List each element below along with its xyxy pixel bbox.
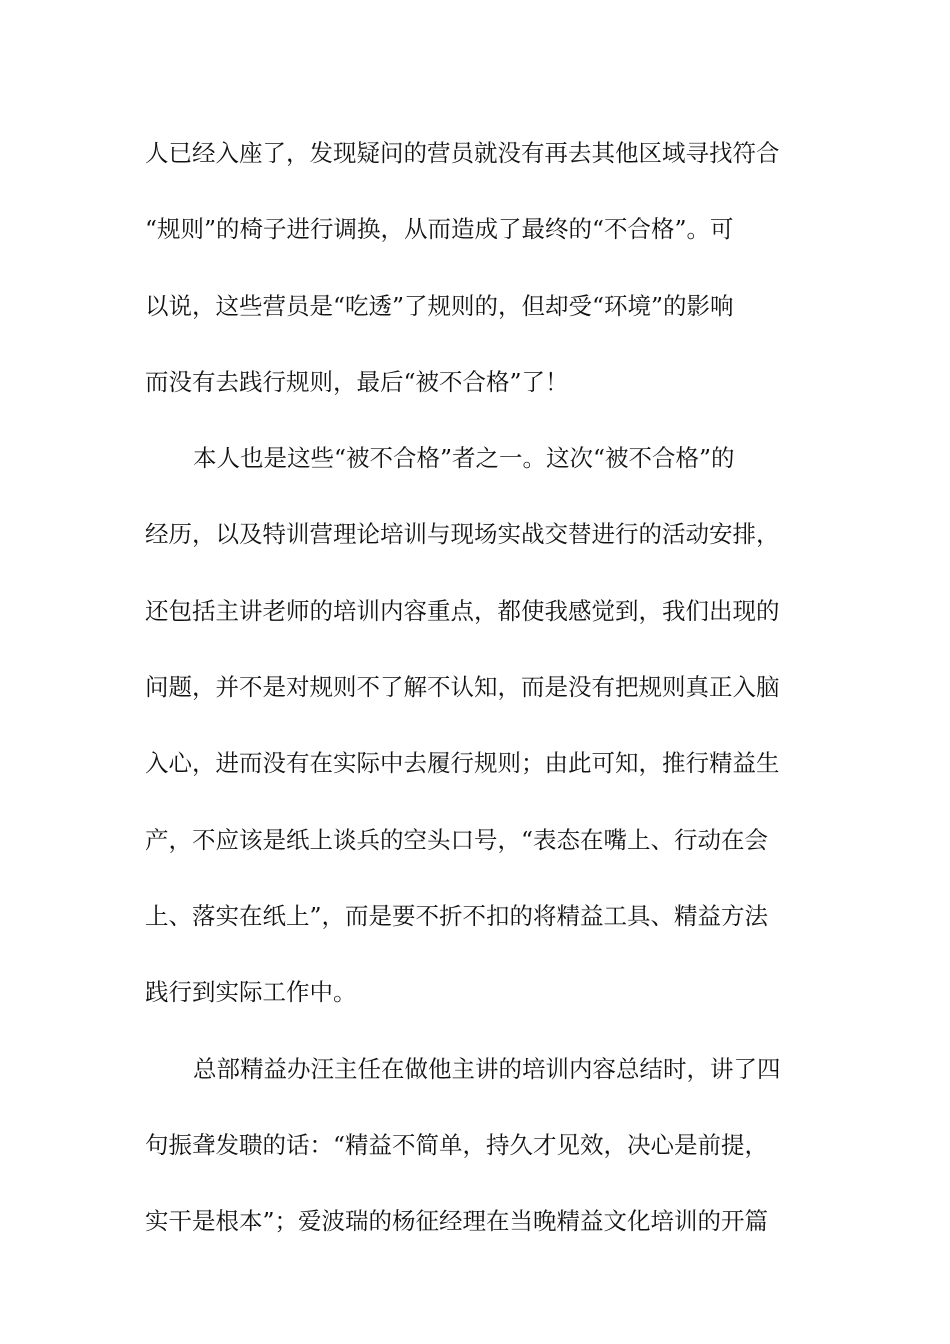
text-line: 句振聋发聩的话：“精益不简单，持久才见效，决心是前提， [145, 1130, 769, 1159]
text-line: 实干是根本”；爱波瑞的杨征经理在当晚精益文化培训的开篇 [145, 1207, 769, 1236]
text-line: 入心，进而没有在实际中去履行规则；由此可知，推行精益生 [145, 749, 780, 778]
text-line: 而没有去践行规则，最后“被不合格”了！ [145, 367, 569, 396]
text-line: 还包括主讲老师的培训内容重点，都使我感觉到，我们出现的 [145, 596, 780, 625]
paragraph-start-line: 总部精益办汪主任在做他主讲的培训内容总结时，讲了四 [193, 1054, 781, 1083]
text-line: 产，不应该是纸上谈兵的空头口号，“表态在嘴上、行动在会 [145, 825, 769, 854]
text-line: 上、落实在纸上”，而是要不折不扣的将精益工具、精益方法 [145, 901, 769, 930]
body-text [145, 128, 810, 1272]
text-line: 经历，以及特训营理论培训与现场实战交替进行的活动安排， [145, 520, 780, 549]
text-line: 以说，这些营员是“吃透”了规则的，但却受“环境”的影响 [145, 291, 734, 320]
text-line: 问题，并不是对规则不了解不认知，而是没有把规则真正入脑 [145, 673, 780, 702]
text-line: 人已经入座了，发现疑问的营员就没有再去其他区域寻找符合 [145, 139, 780, 167]
text-line: “规则”的椅子进行调换，从而造成了最终的“不合格”。可 [145, 215, 734, 244]
text-line: 践行到实际工作中。 [145, 978, 357, 1007]
paragraph-start-line: 本人也是这些“被不合格”者之一。这次“被不合格”的 [193, 444, 735, 473]
